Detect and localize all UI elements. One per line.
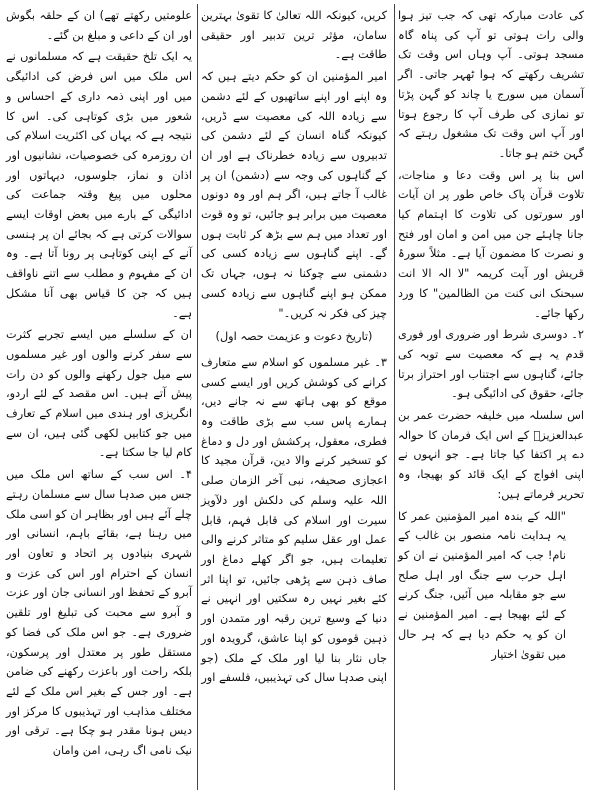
paragraph: اس بنا پر اس وقت دعا و مناجات، تلاوت قرآن پاک خاص طور پر ان آیات اور سورتوں کی تلاوت کا اہتمام کیا جانا چاہئے جن میں امن و امان اور فتح و نصرت کا مضمون آیا ہے۔ مثلاً سورۂ قریش اور آیت کریمہ "لا الہ الا انت سبحنک انی کنت من الظالمین" کا ورد رکھا جائے۔	[398, 168, 584, 320]
quoted-paragraph: "اللہ کے بندہ امیر المؤمنین عمر کا یہ ہدایت نامہ منصور بن غالب کے نام! جب کہ امیر المؤمنین نے ان کو اہل حرب سے جنگ اور اہل صلح سے جو مقابلہ میں آئیں، جنگ کرنے کے لئے بھیجا ہے۔ امیر المؤمنین نے ان کو یہ حکم دیا ہے کہ ہر حال میں تقویٰ اختیار	[398, 509, 566, 661]
paragraph: ۲۔ دوسری شرط اور ضروری اور فوری قدم یہ ہے کہ معصیت سے توبہ کی جائے، گناہوں سے اجتناب اور احتراز برتا جائے، حقوق کی ادائیگی ہو۔	[398, 328, 584, 401]
paragraph: اس سلسلہ میں خلیفہ حضرت عمر بن عبدالعزیزؒ کے اس ایک فرمان کا حوالہ دے پر اکتفا کیا جاتا ہے۔ جو انہوں نے اپنی افواج کے ایک قائد کو بھیجا، وہ تحریر فرماتے ہیں:	[398, 409, 584, 501]
column-divider	[197, 4, 198, 790]
column-divider	[394, 4, 395, 790]
paragraph: ۳۔ غیر مسلموں کو اسلام سے متعارف کرانے کی کوشش کریں اور ایسے کسی موقع کو بھی ہاتھ سے نہ جانے دیں، ہمارے پاس سب سے بڑی طاقت وہ فطری، معقول، پرکشش اور دل و دماغ کو تسخیر کرنے والا دین، قرآن مجید کا اعجازی صحیفہ، نبی آخر الزمان صلی اللہ علیہ وسلم کی دلکش اور دلآویز سیرت اور اسلام کی قابل فہم، قابل عمل اور عقل سلیم کو متاثر کرنے والی تعلیمات ہیں، جو اگر کھلے دماغ اور صاف ذہن سے پڑھی جائیں، تو اپنا اثر کئے بغیر نہیں رہ سکتیں اور انہیں نے دنیا کے وسیع ترین رقبہ اور متمدن اور ذہین قوموں کو اپنا عاشق، گرویدہ اور جاں نثار بنا لیا اور ملک کے ملک (جو اپنی صدہا سال کی تہذیبیں، فلسفے اور	[201, 355, 387, 685]
paragraph: ان کے سلسلے میں ایسے تجربے کثرت سے سفر کرنے والوں اور غیر مسلموں سے میل جول رکھنے والوں کو دن رات پیش آتے ہیں۔ اس مقصد کے لئے اردو، انگریزی اور ہندی میں اسلام کے تعارف میں جو کتابیں لکھی گئی ہیں، ان سے کام لیا جا سکتا ہے۔	[6, 328, 192, 460]
text-column-right	[398, 6, 584, 666]
paragraph: امیر المؤمنین ان کو حکم دیتے ہیں کہ وہ اپنے اور اپنے ساتھیوں کے لئے دشمن سے زیادہ اللہ کی معصیت سے ڈریں، کیونکہ گناہ انسان کے لئے دشمن کی تدبیروں سے زیادہ خطرناک ہے اور ان کے گناہوں کی وجہ سے (دشمن) ان پر غالب آ جاتے ہیں، اگر ہم اور وہ دونوں معصیت میں برابر ہو جائیں، تو وہ قوت اور تعداد میں ہم سے بڑھ کر ثابت ہوں گے۔ اپنے گناہوں سے زیادہ کسی کی دشمنی سے چوکنا نہ ہوں، جہاں تک ممکن ہو اپنے گناہوں سے زیادہ کسی چیز کی فکر نہ کریں۔"	[201, 70, 387, 320]
paragraph: علومتیں رکھتے تھے) ان کے حلقہ بگوش اور ان کے داعی و مبلغ بن گئے۔	[6, 9, 192, 42]
text-column-middle	[201, 6, 387, 690]
text-column-left	[6, 6, 192, 763]
paragraph: کریں، کیونکہ اللہ تعالیٰ کا تقویٰ بہترین سامان، مؤثر ترین تدبیر اور حقیقی طاقت ہے۔	[201, 9, 387, 62]
paragraph: ۴۔ اس سب کے ساتھ اس ملک میں جس میں صدہا سال سے مسلمان رہتے چلے آئے ہیں اور بظاہر ان کو اسی ملک میں رہنا ہے، بقائے باہم، انسانی اور شہری بنیادوں پر اتحاد و تعاون اور انسان کے احترام اور اس کی عزت و آبرو کے تحفظ اور انسانی جان اور عزت و آبرو سے محبت کی تبلیغ اور تلقین ضروری ہے۔ جو اس ملک کی فضا کو مستقل طور پر معتدل اور پرسکون، بلکہ راحت اور باعزت رکھنے کی ضامن ہے۔ اور جس کے بغیر اس ملک کے لئے مختلف مذاہب اور تہذیبوں کا مرکز اور دیس ہونا مقدر ہو چکا ہے۔ ترقی اور نیک نامی اگ رہی، امن وامان	[6, 468, 192, 758]
paragraph: یہ ایک تلخ حقیقت ہے کہ مسلمانوں نے اس ملک میں اس فرض کی ادائیگی میں اور اپنی ذمہ داری کے احساس و شعور میں بڑی کوتاہی کی۔ اس کا نتیجہ ہے کہ یہاں کی اکثریت اسلام کی ان روزمرہ کی خصوصیات، نشانیوں اور اذان و نماز، جلوسوں، دیہاتوں اور محلوں میں پیغ وقتہ جماعت کی ادائیگی کے بارے میں بعض اوقات ایسے سوالات کرتی ہے کہ بجائے ان پر ہنسی آنے کے اپنی کوتاہی پر رونا آتا ہے۔ وہ ان کے مفہوم و مطلب سے اتنے ناواقف ہیں کہ جن کا قیاس بھی آنا مشکل ہے۔	[6, 50, 192, 320]
paragraph: کی عادت مبارکہ تھی کہ جب تیز ہوا والی رات ہوتی تو آپ کی پناہ گاہ مسجد ہوتی۔ آپ وہاں اس وقت تک تشریف رکھتے کہ ہوا ٹھہر جاتی۔ اگر آسمان میں سورج یا چاند کو گہن پڑتا تو نمازی کی طرف آپ کا رجوع ہوتا اور آپ اس وقت تک مشغول رہتے کہ گہن ختم ہو جاتا۔	[398, 9, 584, 160]
citation: (تاریخ دعوت و عزیمت حصہ اول)	[215, 330, 373, 344]
